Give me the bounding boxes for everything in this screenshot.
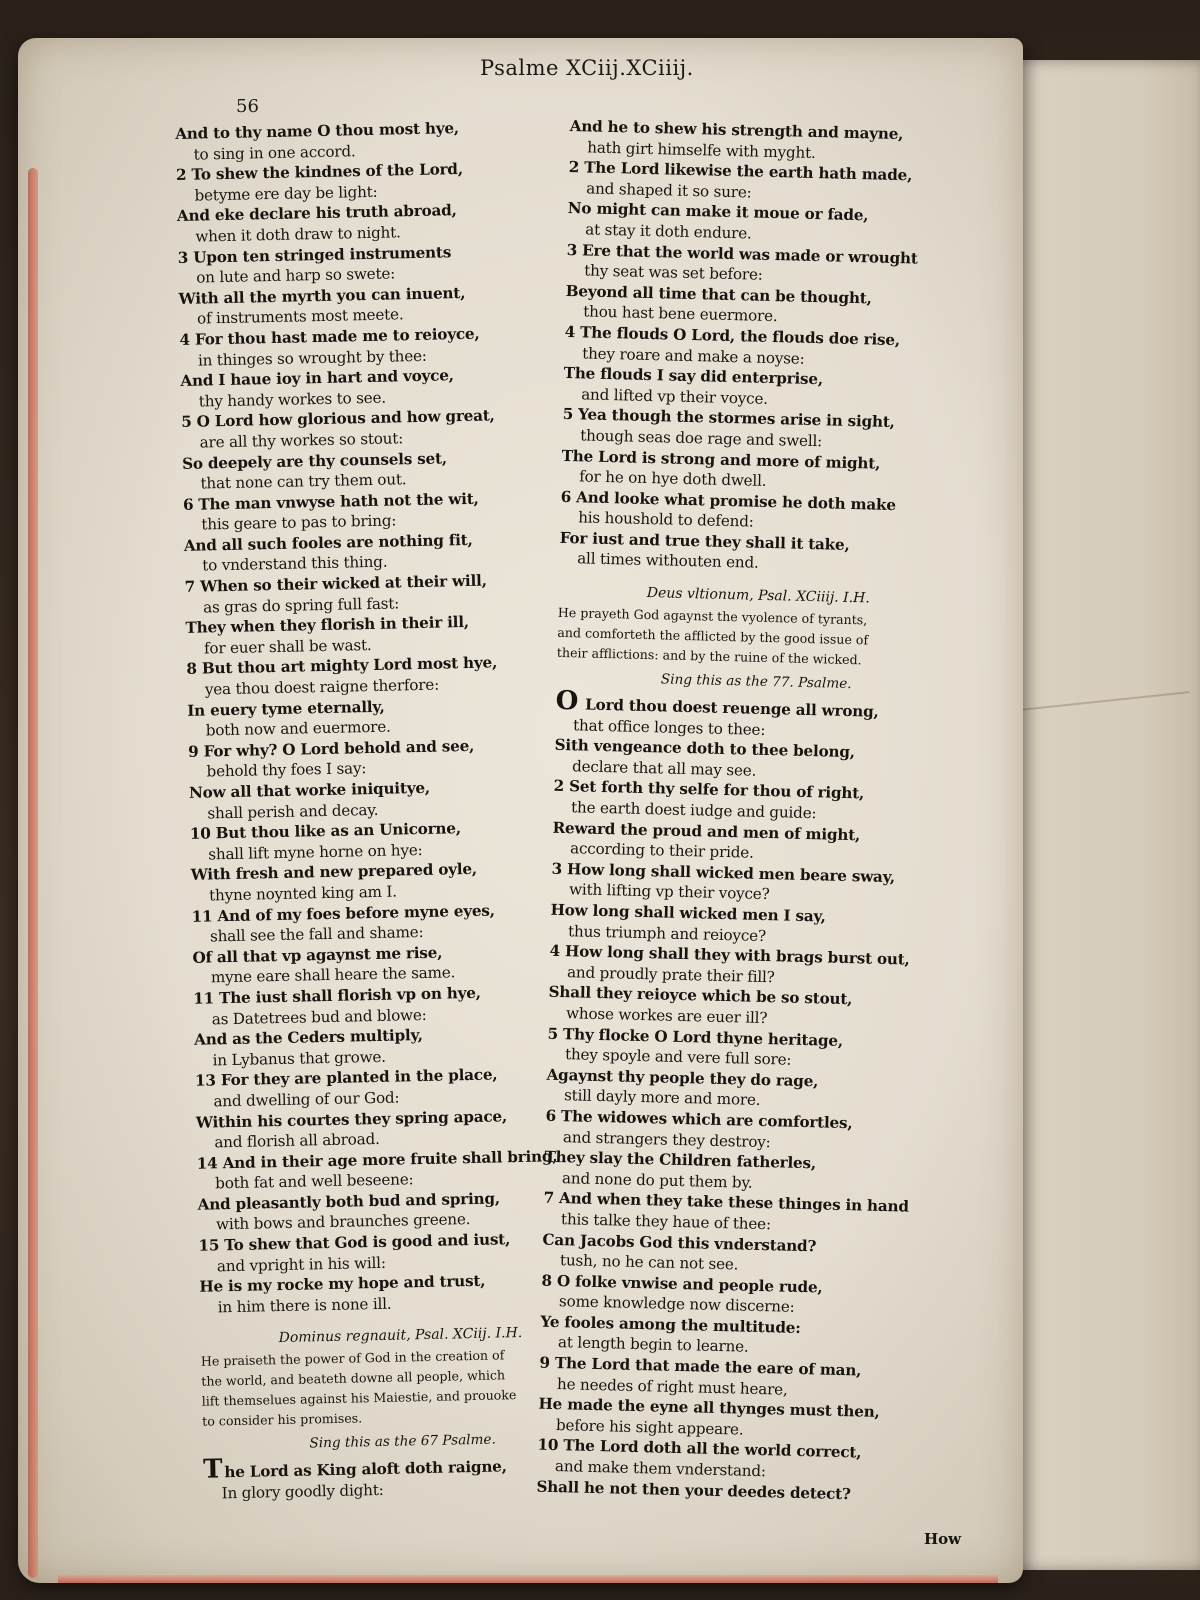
argument-line: He prayeth God agaynst the vyolence of tyrants, [557,604,868,628]
verse-line: 10 The Lord doth all the world correct, [537,1436,862,1462]
verse-line: at stay it doth endure. [585,220,752,243]
verse-line: this geare to pas to bring: [201,511,397,534]
verse-line: with lifting vp their voyce? [568,880,770,904]
verse-line: So deepely are thy counsels set, [181,448,448,473]
first-line-text: Lord thou doest reuenge all wrong, [579,695,879,721]
verse-line: betyme ere day be light: [194,182,378,205]
verse-line: 9 For why? O Lord behold and see, [187,736,475,761]
verse-line: though seas doe rage and swell: [579,426,823,451]
verse-line: behold thy foes I say: [206,759,367,781]
verse-line: as Datetrees bud and blowe: [211,1005,427,1028]
verse-line: 6 The widowes which are comfortles, [545,1106,853,1133]
verse-line: Reward the proud and men of might, [552,818,861,844]
verse-line: 14 And in their age more fruite shall bring, [196,1146,558,1173]
verse-line: 8 But thou art mighty Lord most hye, [186,653,498,679]
verse-line: yea thou doest raigne therfore: [204,675,440,699]
verse-line: 5 O Lord how glorious and how great, [181,406,495,432]
verse-line: And eke declare his truth abroad, [176,201,457,226]
verse-line: And all such fooles are nothing fit, [183,530,473,555]
page-number: 56 [236,96,259,117]
verse-line: according to their pride. [569,839,754,862]
verse-line: Of all that vp agaynst me rise, [192,943,443,967]
psalm-93-verses [175,116,600,1319]
verse-line: thy handy workes to see. [198,388,387,411]
verse-line: 3 Upon ten stringed instruments [177,242,452,267]
red-bottom-edge [58,1575,998,1583]
verse-line: in Lybanus that growe. [212,1047,387,1070]
verse-line: 5 Thy flocke O Lord thyne heritage, [547,1024,844,1050]
verse-line: shall lift myne horne on hye: [208,840,423,864]
verse-line: In glory goodly dight: [221,1480,384,1503]
verse-line: as gras do spring full fast: [202,594,400,617]
verse-line: 4 For thou hast made me to reioyce, [179,324,480,349]
verse-line: thou hast bene euermore. [583,302,778,326]
verse-line: both now and euermore. [205,717,391,740]
verse-line: In euery tyme eternally, [187,697,385,720]
verse-line: The flouds I say did enterprise, [563,364,824,389]
verse-line: 11 And of my foes before myne eyes, [191,901,495,926]
verse-line: Shall they reioyce which be so stout, [548,983,853,1009]
verse-line: The Lord is strong and more of might, [561,446,881,473]
verse-line: for he on hye doth dwell. [578,467,767,490]
argument-line: their afflictions: and by the ruine of the wicked. [556,644,862,668]
verse-line: And he to shew his strength and mayne, [569,116,904,144]
verse-line: 9 The Lord that made the eare of man, [539,1353,862,1380]
verse-line: and shaped it so sure: [586,179,752,202]
verse-line: shall see the fall and shame: [209,923,424,946]
verse-line: that office longes to thee: [572,715,766,739]
verse-line: his houshold to defend: [577,508,754,531]
verse-line: Ye fooles among the multitude: [540,1312,801,1337]
verse-line: How long shall wicked men I say, [550,900,826,926]
verse-line: and make them vnderstand: [554,1457,767,1481]
tune-direction: Sing this as the 77. Psalme. [660,671,852,693]
red-page-edge [28,168,38,1578]
verse-line: of instruments most meete. [196,305,404,328]
psalm-94-rubric: Dominus regnauit, Psal. XCiij. I.H. [278,1325,523,1347]
drop-capital: O [555,685,579,717]
verse-line: and lifted vp their voyce. [580,385,769,408]
verse-line: thus triumph and reioyce? [567,921,767,945]
verse-line: and vpright in his will: [216,1253,386,1276]
verse-line: 4 The flouds O Lord, the flouds doe rise, [564,322,901,350]
verse-line: For iust and true they shall it take, [559,528,850,554]
psalm-94-verses [536,714,955,1506]
verse-line: And pleasantly both bud and spring, [197,1189,501,1214]
argument-line: He praiseth the power of God in the creation of [200,1347,505,1370]
running-title: Psalme XCiij.XCiiij. [480,56,694,80]
verse-line: are all thy workes so stout: [199,429,404,452]
verse-line: 2 The Lord likewise the earth hath made, [568,158,913,185]
verse-line: at length begin to learne. [557,1333,749,1357]
verse-line: 15 To shew that God is good and iust, [198,1230,511,1255]
verse-line: 10 But thou like as an Unicorne, [189,819,462,844]
verse-line: in thinges so wrought by thee: [197,346,427,370]
verse-line: in him there is none ill. [217,1294,392,1317]
verse-line: hath girt himselfe with myght. [587,138,816,162]
verse-line: on lute and harp so swete: [196,264,396,287]
verse-line: myne eare shall heare the same. [210,963,456,987]
verse-line: 5 Yea though the stormes arise in sight, [562,405,895,432]
verse-line: before his sight appeare. [555,1415,744,1439]
psalm-94-rubric: Deus vltionum, Psal. XCiiij. I.H. [646,585,870,607]
verse-line: 2 To shew the kindnes of the Lord, [175,160,464,185]
left-column [175,116,604,1505]
verse-line: for euer shall be wast. [203,635,372,658]
verse-line: Agaynst thy people they do rage, [546,1065,819,1091]
drop-capital: T [202,1454,223,1486]
verse-line: when it doth draw to night. [195,223,401,246]
verse-line: declare that all may see. [571,757,757,780]
verse-line: Within his courtes they spring apace, [195,1106,508,1132]
verse-line: this talke they haue of thee: [560,1210,772,1234]
verse-line: whose workes are euer ill? [565,1004,768,1028]
verse-line: some knowledge now discerne: [558,1292,795,1317]
verse-line: 2 Set forth thy selfe for thou of right, [553,777,865,803]
facing-page [1000,60,1200,1570]
page-crease [1020,691,1189,711]
verse-line: shall perish and decay. [207,800,379,823]
verse-line: and dwelling of our God: [213,1088,400,1111]
verse-line: With all the myrth you can inuent, [178,283,466,308]
verse-line: thy seat was set before: [584,261,763,284]
verse-line: Now all that worke iniquitye, [188,778,431,802]
verse-line: 7 And when they take these thinges in hand [543,1188,909,1216]
verse-line: they roare and make a noyse: [581,343,805,368]
psalm-argument [557,605,958,671]
verse-line: and proudly prate their fill? [566,962,775,987]
argument-line: to consider his promises. [202,1410,363,1430]
verse-line: tush, no he can not see. [559,1251,739,1274]
verse-line: the earth doest iudge and guide: [570,798,817,823]
verse-line: 4 How long shall they with brags burst out, [549,941,910,969]
right-column [536,116,970,1507]
verse-line: No might can make it moue or fade, [567,199,869,225]
verse-line: they spoyle and vere full sore: [564,1045,792,1069]
verse-line: And I haue ioy in hart and voyce, [180,366,454,391]
verse-line: He made the eyne all thynges must then, [538,1394,880,1422]
verse-line: still dayly more and more. [563,1086,761,1110]
verse-line: 3 Ere that the world was made or wrought [566,240,918,268]
argument-line: and comforteth the afflicted by the good issue of [557,624,869,648]
verse-line: And to thy name O thou most hye, [175,119,460,143]
verse-line: thyne noynted king am I. [208,882,398,905]
verse-line: 8 O folke vnwise and people rude, [541,1271,823,1297]
verse-line: and strangers they destroy: [562,1127,771,1151]
argument-line: the world, and beateth downe all people, which [201,1367,506,1390]
verse-line: 11 The iust shall florish vp on hye, [193,983,481,1008]
verse-line: both fat and well beseene: [215,1170,414,1193]
verse-line: 13 For they are planted in the place, [194,1065,498,1091]
verse-line: Sith vengeance doth to thee belong, [554,736,856,762]
verse-line: Can Jacobs God this vnderstand? [542,1230,817,1255]
tune-direction: Sing this as the 67 Psalme. [309,1432,496,1452]
verse-line: 7 When so their wicked at their will, [184,571,487,596]
verse-line: They when they florish in their ill, [185,613,470,638]
verse-line: to sing in one accord. [193,141,356,164]
verse-line: all times withouten end. [576,549,759,573]
verse-line: Beyond all time that can be thought, [565,281,872,308]
verse-line: With fresh and new prepared oyle, [190,860,478,885]
verse-line: to vnderstand this thing. [202,553,388,575]
verse-line: that none can try them out. [200,470,407,493]
verse-line: 6 And looke what promise he doth make [560,487,897,514]
verse-line: He is my rocke my hope and trust, [199,1272,486,1296]
verse-line: and none do put them by. [561,1168,753,1192]
catchword: How [924,1530,962,1548]
verse-line: 6 The man vnwyse hath not the wit, [182,489,479,514]
verse-line: They slay the Children fatherles, [544,1147,817,1173]
verse-line: Shall he not then your deedes detect? [536,1477,851,1503]
verse-line: and florish all abroad. [214,1130,380,1152]
verse-line: he needes of right must heare, [556,1374,788,1399]
psalm-93-continued [559,116,970,579]
verse-line: with bows and braunches greene. [215,1210,471,1234]
first-line-text: he Lord as King aloft doth raigne, [224,1457,507,1482]
argument-line: lift themselues against his Maiestie, and prouoke [201,1387,517,1410]
verse-line: And as the Ceders multiply, [193,1026,423,1049]
verse-line: 3 How long shall wicked men beare sway, [551,859,896,886]
